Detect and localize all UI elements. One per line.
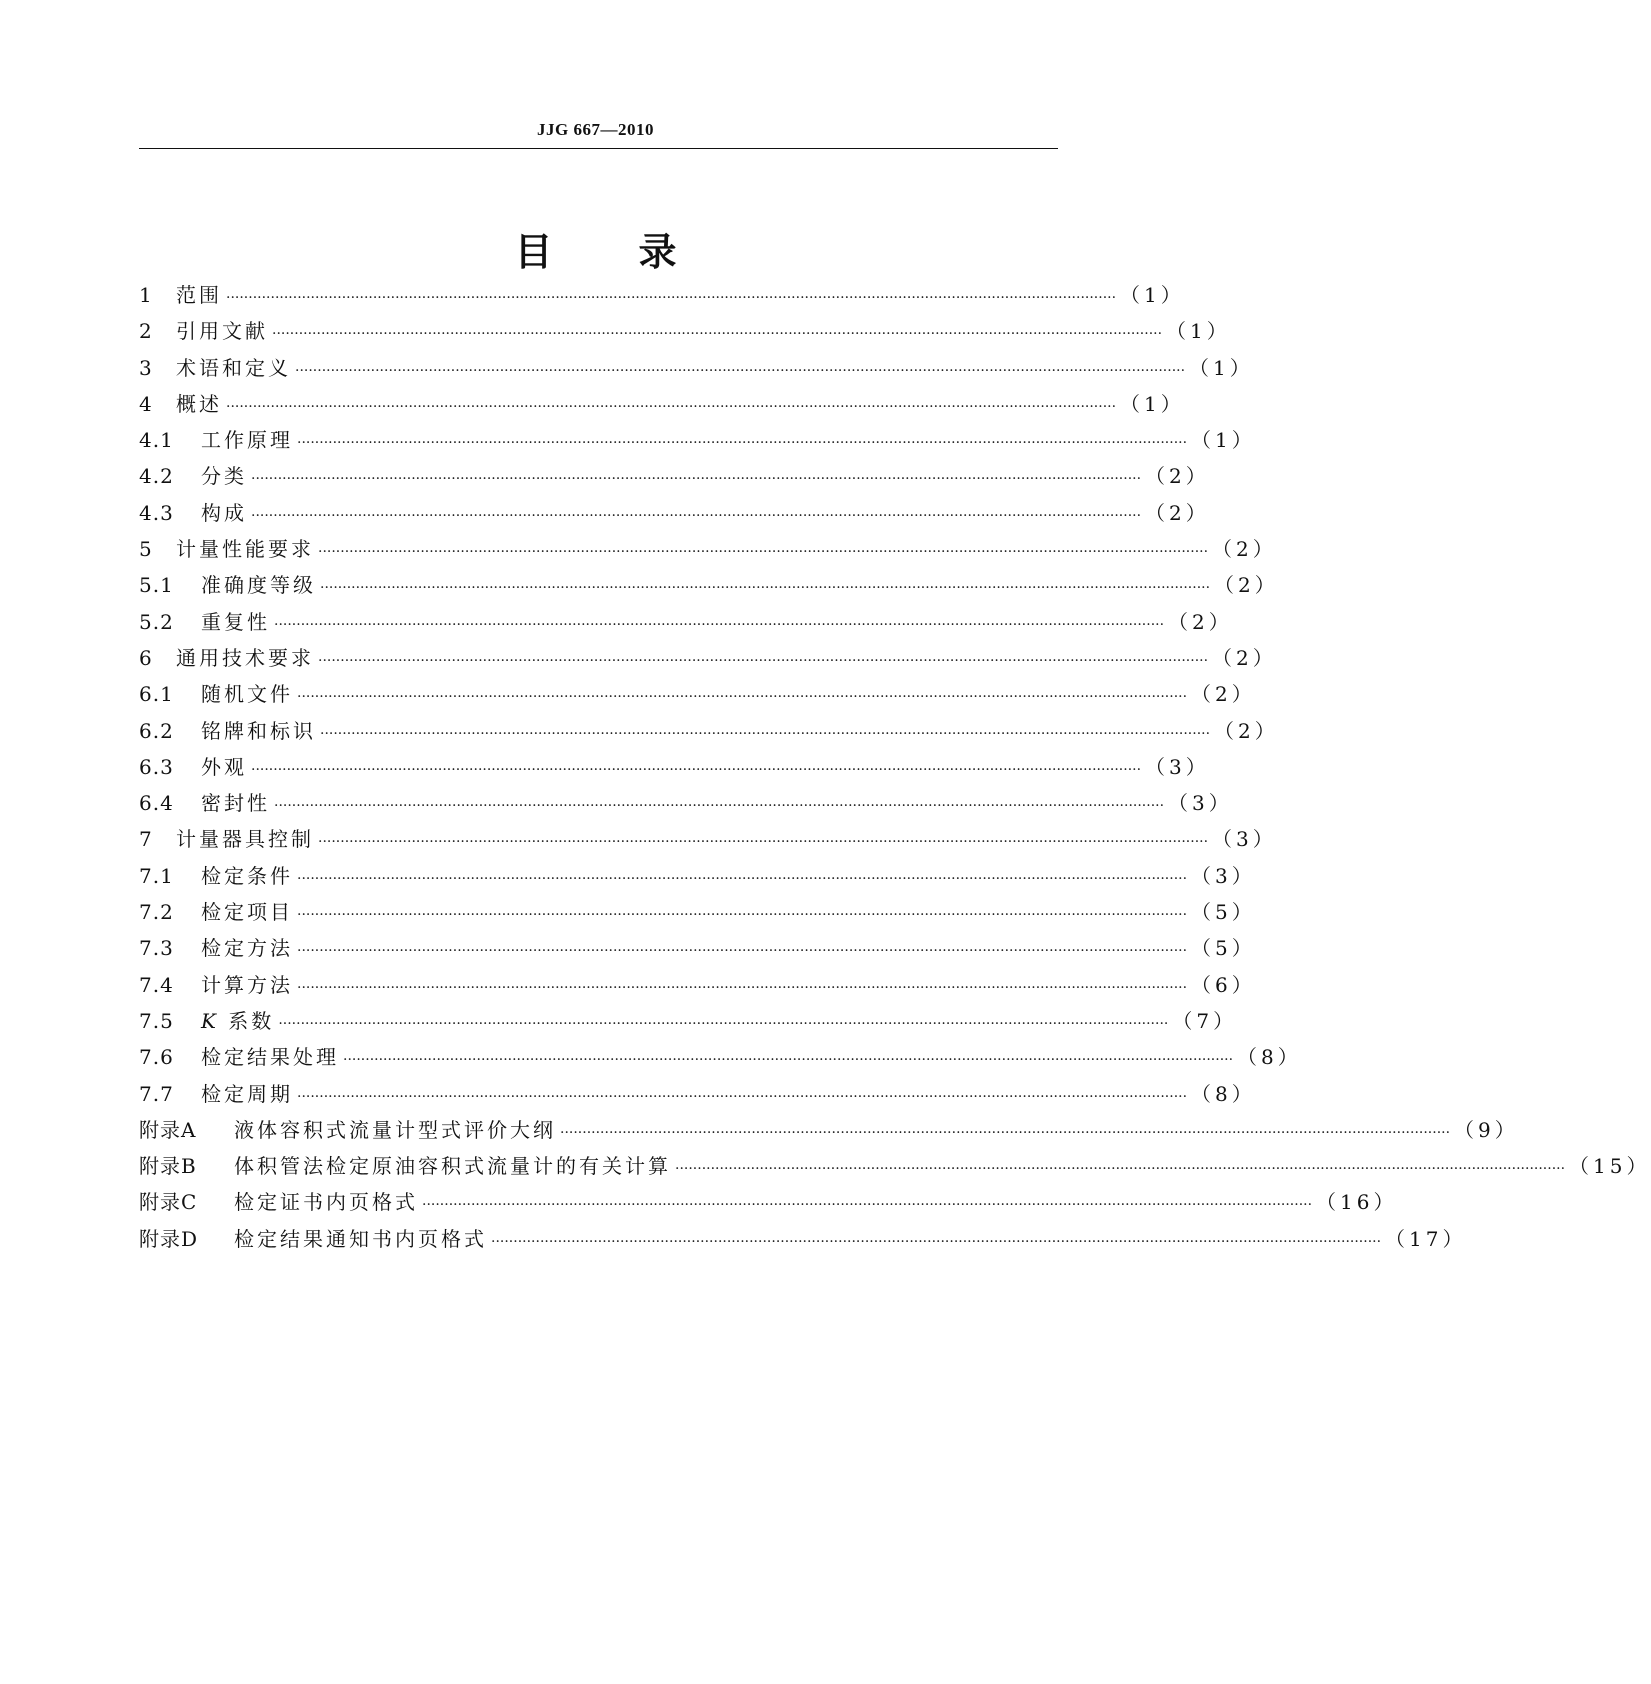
toc-entry-number: 4.1 xyxy=(139,428,174,453)
toc-leader-dots: ········································································································································································································ xyxy=(491,1233,1382,1250)
toc-leader-dots: ········································································································································································································ xyxy=(320,580,1211,597)
toc-entry-label: K 系数 xyxy=(201,1008,275,1033)
toc-entry-number: 1 xyxy=(139,283,153,307)
toc-leader-dots: ········································································································································································································ xyxy=(251,507,1142,524)
toc-entry-label: 检定周期 xyxy=(201,1081,293,1106)
toc-entry-number: 附录A xyxy=(139,1117,197,1142)
toc-entry[interactable] xyxy=(139,1221,1467,1257)
toc-entry-number: 6.3 xyxy=(139,754,174,779)
toc-entry-label: 铭牌和标识 xyxy=(201,718,316,743)
toc-leader-dots: ········································································································································································································ xyxy=(297,907,1188,924)
toc-entry-label: 密封性 xyxy=(201,791,270,816)
toc-entry[interactable] xyxy=(139,967,1256,1003)
toc-entry[interactable] xyxy=(139,894,1256,930)
toc-entry-page: （1） xyxy=(1166,319,1231,344)
toc-leader-dots: ········································································································································································································ xyxy=(272,326,1163,343)
toc-entry-label: 体积管法检定原油容积式流量计的有关计算 xyxy=(234,1154,671,1179)
toc-leader-dots: ········································································································································································································ xyxy=(297,979,1188,996)
toc-entry[interactable] xyxy=(139,313,1231,349)
toc-leader-dots: ········································································································································································································ xyxy=(297,435,1188,452)
toc-entry-number: 6.1 xyxy=(139,682,174,707)
toc-entry[interactable] xyxy=(139,277,1185,313)
toc-entry[interactable] xyxy=(139,930,1256,966)
toc-leader-dots: ········································································································································································································ xyxy=(675,1161,1566,1178)
toc-entry-number: 7.2 xyxy=(139,900,174,925)
toc-entry-page: （2） xyxy=(1212,537,1277,562)
toc-entry-number: 附录C xyxy=(139,1190,198,1215)
toc-leader-dots: ········································································································································································································ xyxy=(320,725,1211,742)
toc-leader-dots: ········································································································································································································ xyxy=(226,398,1117,415)
toc-entry[interactable] xyxy=(139,1003,1238,1039)
toc-leader-dots: ········································································································································································································ xyxy=(278,1015,1169,1032)
toc-entry[interactable] xyxy=(139,350,1254,386)
toc-entry[interactable] xyxy=(139,1148,1651,1184)
toc-entry-page: （1） xyxy=(1191,428,1256,453)
toc-entry[interactable] xyxy=(139,495,1210,531)
toc-entry[interactable] xyxy=(139,458,1210,494)
toc-entry-number: 6 xyxy=(139,645,153,670)
toc-entry-page: （1） xyxy=(1189,355,1254,380)
toc-entry-label: 构成 xyxy=(201,500,247,525)
toc-entry-label: 检定结果通知书内页格式 xyxy=(234,1226,487,1251)
toc-entry-number: 7 xyxy=(139,827,153,852)
toc-leader-dots: ········································································································································································································ xyxy=(297,1088,1188,1105)
toc-entry[interactable] xyxy=(139,676,1256,712)
toc-entry-page: （2） xyxy=(1145,464,1210,489)
toc-entry-number: 6.4 xyxy=(139,791,174,816)
toc-entry-label: 分类 xyxy=(201,464,247,489)
toc-leader-dots: ········································································································································································································ xyxy=(274,616,1165,633)
toc-entry-number: 7.4 xyxy=(139,972,174,997)
toc-entry[interactable] xyxy=(139,1184,1398,1220)
toc-entry[interactable] xyxy=(139,422,1256,458)
toc-entry-label: 检定条件 xyxy=(201,863,293,888)
toc-entry-label: 计量器具控制 xyxy=(176,827,314,852)
toc-entry-page: （6） xyxy=(1191,972,1256,997)
toc-entry[interactable] xyxy=(139,749,1210,785)
toc-entry-number: 4.3 xyxy=(139,500,174,525)
toc-entry-number: 附录D xyxy=(139,1226,199,1251)
toc-entry[interactable] xyxy=(139,1076,1256,1112)
toc-entry-page: （5） xyxy=(1191,936,1256,961)
toc-entry[interactable] xyxy=(139,1112,1519,1148)
toc-entry-number: 5.1 xyxy=(139,573,174,598)
toc-entry-page: （2） xyxy=(1168,609,1233,634)
toc-entry-label: 检定结果处理 xyxy=(201,1045,339,1070)
toc-entry-page: （1） xyxy=(1120,283,1185,307)
toc-entry-label: 检定项目 xyxy=(201,900,293,925)
toc-leader-dots: ········································································································································································································ xyxy=(297,943,1188,960)
toc-leader-dots: ········································································································································································································ xyxy=(318,652,1209,669)
toc-entry-page: （3） xyxy=(1212,827,1277,852)
toc-title: 目录 xyxy=(514,230,763,275)
toc-entry-page: （3） xyxy=(1145,754,1210,779)
toc-entry-page: （7） xyxy=(1172,1008,1238,1033)
toc-entry-label: 计量性能要求 xyxy=(176,537,314,562)
toc-entry[interactable] xyxy=(139,640,1277,676)
toc-entry-page: （5） xyxy=(1191,900,1256,925)
toc-entry-page: （3） xyxy=(1168,791,1233,816)
toc-entry-number: 7.1 xyxy=(139,863,174,888)
toc-entry-page: （15） xyxy=(1569,1154,1651,1179)
toc-entry[interactable] xyxy=(139,821,1277,857)
toc-entry-label: 术语和定义 xyxy=(176,355,291,380)
toc-entry-page: （16） xyxy=(1316,1190,1398,1215)
toc-entry-number: 5.2 xyxy=(139,609,174,634)
toc-entry[interactable] xyxy=(139,604,1233,640)
toc-entry-number: 4 xyxy=(139,391,153,416)
toc-entry-page: （17） xyxy=(1385,1226,1467,1251)
toc-entry-number: 7.7 xyxy=(139,1081,174,1106)
toc-leader-dots: ········································································································································································································ xyxy=(297,689,1188,706)
toc-entry-page: （2） xyxy=(1214,718,1279,743)
toc-entry[interactable] xyxy=(139,1039,1302,1075)
toc-leader-dots: ········································································································································································································ xyxy=(318,834,1209,851)
table-of-contents xyxy=(139,277,1651,1257)
toc-leader-dots: ········································································································································································································ xyxy=(422,1197,1313,1214)
toc-entry-page: （2） xyxy=(1145,500,1210,525)
toc-entry-number: 3 xyxy=(139,355,153,380)
toc-leader-dots: ········································································································································································································ xyxy=(318,544,1209,561)
toc-entry-number: 7.5 xyxy=(139,1008,174,1033)
toc-entry-label: 范围 xyxy=(176,283,222,307)
toc-entry-number: 6.2 xyxy=(139,718,174,743)
toc-entry[interactable] xyxy=(139,713,1279,749)
toc-entry-number: 7.3 xyxy=(139,936,174,961)
toc-entry[interactable] xyxy=(139,785,1233,821)
toc-entry-label: 液体容积式流量计型式评价大纲 xyxy=(234,1117,556,1142)
toc-entry-number: 附录B xyxy=(139,1154,197,1179)
header-divider xyxy=(139,148,1058,149)
toc-entry-label: 重复性 xyxy=(201,609,270,634)
toc-entry[interactable] xyxy=(139,386,1185,422)
toc-entry-label: 检定方法 xyxy=(201,936,293,961)
toc-leader-dots: ········································································································································································································ xyxy=(226,290,1117,306)
toc-entry-label: 计算方法 xyxy=(201,972,293,997)
toc-leader-dots: ········································································································································································································ xyxy=(274,798,1165,815)
toc-entry-page: （9） xyxy=(1454,1117,1519,1142)
toc-entry-page: （8） xyxy=(1191,1081,1256,1106)
toc-entry-page: （8） xyxy=(1237,1045,1302,1070)
document-code: JJG 667—2010 xyxy=(537,120,654,139)
toc-entry-page: （1） xyxy=(1120,391,1185,416)
toc-entry-label: 引用文献 xyxy=(176,319,268,344)
toc-leader-dots: ········································································································································································································ xyxy=(295,362,1186,379)
toc-entry-number: 2 xyxy=(139,319,153,344)
toc-entry[interactable] xyxy=(139,858,1256,894)
toc-entry-label: 随机文件 xyxy=(201,682,293,707)
toc-entry-number: 7.6 xyxy=(139,1045,174,1070)
toc-entry[interactable] xyxy=(139,531,1277,567)
toc-entry[interactable] xyxy=(139,567,1279,603)
toc-entry-label: 准确度等级 xyxy=(201,573,316,598)
toc-leader-dots: ········································································································································································································ xyxy=(251,471,1142,488)
toc-leader-dots: ········································································································································································································ xyxy=(343,1052,1234,1069)
toc-entry-page: （3） xyxy=(1191,863,1256,888)
toc-entry-label: 工作原理 xyxy=(201,428,293,453)
toc-leader-dots: ········································································································································································································ xyxy=(560,1124,1451,1141)
toc-entry-number: 4.2 xyxy=(139,464,174,489)
toc-entry-number: 5 xyxy=(139,537,153,562)
toc-entry-page: （2） xyxy=(1191,682,1256,707)
toc-entry-label: 检定证书内页格式 xyxy=(234,1190,418,1215)
toc-entry-label: 概述 xyxy=(176,391,222,416)
toc-entry-label: 通用技术要求 xyxy=(176,645,314,670)
toc-entry-page: （2） xyxy=(1214,573,1279,598)
toc-entry-page: （2） xyxy=(1212,645,1277,670)
toc-leader-dots: ········································································································································································································ xyxy=(251,761,1142,778)
toc-entry-label: 外观 xyxy=(201,754,247,779)
toc-leader-dots: ········································································································································································································ xyxy=(297,870,1188,887)
